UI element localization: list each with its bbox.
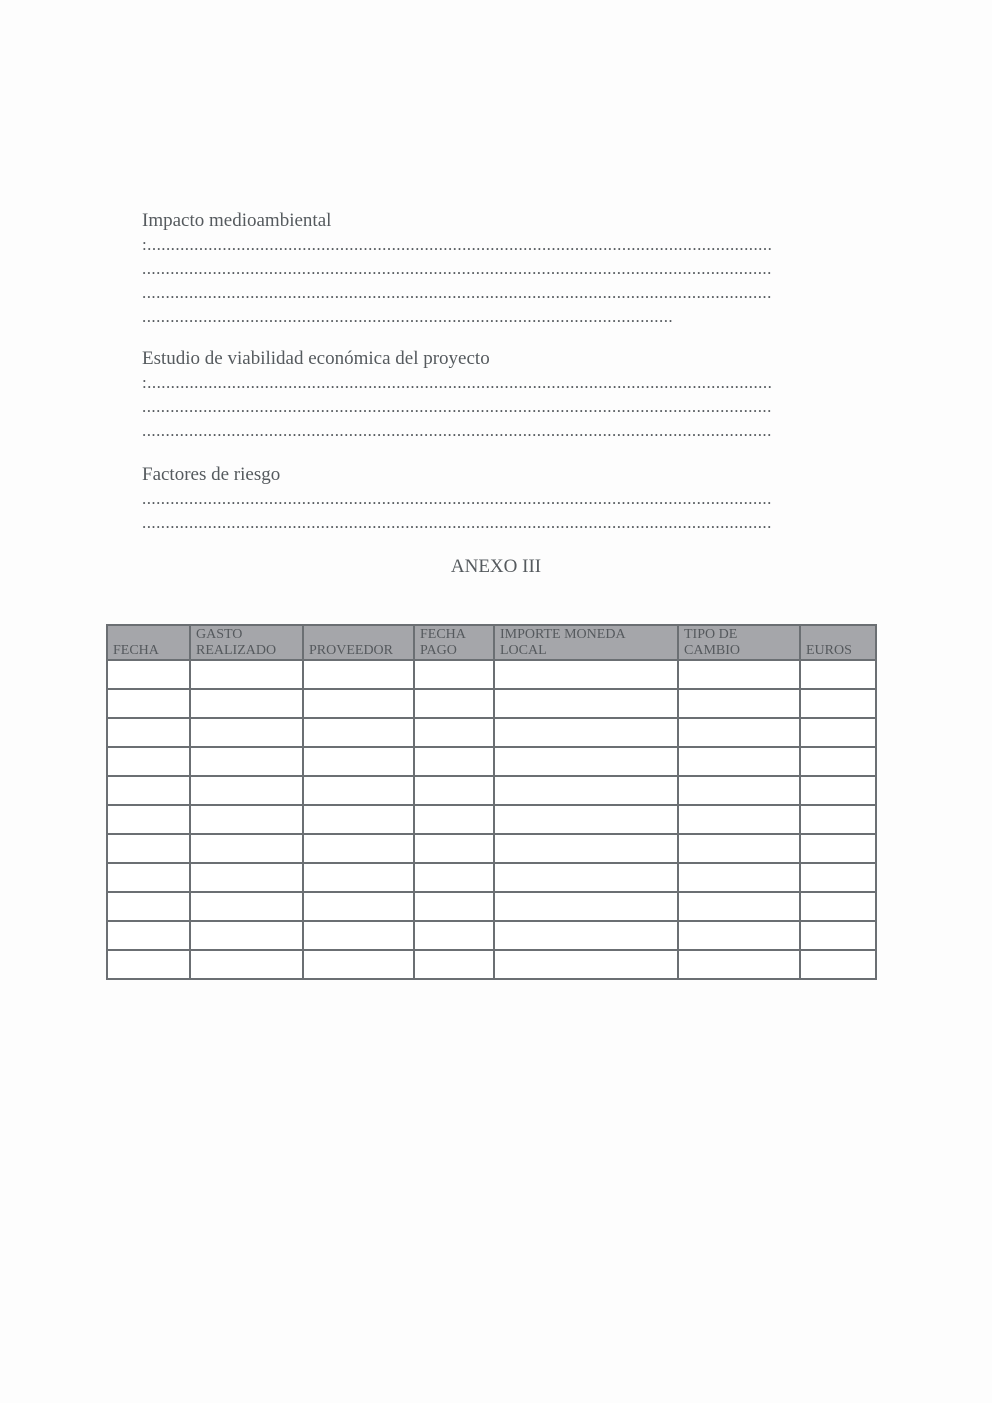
table-row <box>107 892 876 921</box>
table-cell[interactable] <box>414 747 494 776</box>
table-cell[interactable] <box>303 950 414 979</box>
table-cell[interactable] <box>190 950 303 979</box>
table-cell[interactable] <box>800 689 876 718</box>
section-viabilidad <box>142 347 848 443</box>
header-line: CAMBIO <box>684 643 741 658</box>
table-cell[interactable] <box>107 950 190 979</box>
header-line: LOCAL <box>500 643 547 658</box>
fill-line[interactable]: ...................................................................................................................................... <box>142 421 772 440</box>
table-cell[interactable] <box>414 863 494 892</box>
table-cell[interactable] <box>107 718 190 747</box>
fill-line[interactable]: ...................................................................................................................................... <box>142 513 772 532</box>
table-cell[interactable] <box>303 689 414 718</box>
header-line: IMPORTE MONEDA <box>500 627 626 642</box>
table-cell[interactable] <box>107 892 190 921</box>
table-cell[interactable] <box>494 776 678 805</box>
table-cell[interactable] <box>303 747 414 776</box>
table-cell[interactable] <box>303 863 414 892</box>
table-cell[interactable] <box>303 805 414 834</box>
table-cell[interactable] <box>303 660 414 689</box>
table-cell[interactable] <box>107 776 190 805</box>
table-cell[interactable] <box>303 892 414 921</box>
table-cell[interactable] <box>107 834 190 863</box>
table-cell[interactable] <box>303 921 414 950</box>
table-cell[interactable] <box>303 834 414 863</box>
table-cell[interactable] <box>190 776 303 805</box>
table-cell[interactable] <box>190 892 303 921</box>
table-cell[interactable] <box>190 747 303 776</box>
column-header-euros <box>800 625 876 660</box>
fill-line[interactable]: ...................................................................................................................................... <box>142 489 772 508</box>
column-header-fecha <box>107 625 190 660</box>
table-cell[interactable] <box>800 805 876 834</box>
annex-title: ANEXO III <box>450 556 542 577</box>
fill-line[interactable]: ................................................................................................................. <box>142 307 674 326</box>
table-cell[interactable] <box>303 776 414 805</box>
table-row <box>107 718 876 747</box>
table-cell[interactable] <box>190 660 303 689</box>
table-cell[interactable] <box>678 921 800 950</box>
table-cell[interactable] <box>494 660 678 689</box>
table-row <box>107 863 876 892</box>
table-cell[interactable] <box>107 689 190 718</box>
table-cell[interactable] <box>494 863 678 892</box>
table-cell[interactable] <box>800 863 876 892</box>
table-cell[interactable] <box>414 950 494 979</box>
table-cell[interactable] <box>800 921 876 950</box>
table-cell[interactable] <box>494 689 678 718</box>
table-cell[interactable] <box>190 718 303 747</box>
column-header-importe-moneda-local <box>494 625 678 660</box>
fill-line[interactable]: ...................................................................................................................................... <box>142 397 772 416</box>
table-cell[interactable] <box>678 863 800 892</box>
table-cell[interactable] <box>800 892 876 921</box>
table-row <box>107 834 876 863</box>
table-cell[interactable] <box>678 892 800 921</box>
table-cell[interactable] <box>414 689 494 718</box>
table-cell[interactable] <box>190 863 303 892</box>
table-cell[interactable] <box>494 892 678 921</box>
table-cell[interactable] <box>494 834 678 863</box>
table-cell[interactable] <box>107 747 190 776</box>
table-row <box>107 689 876 718</box>
table-cell[interactable] <box>107 805 190 834</box>
section-heading: Estudio de viabilidad económica del proyecto <box>142 348 490 369</box>
table-cell[interactable] <box>800 776 876 805</box>
header-line: FECHA <box>420 627 466 642</box>
header-line: GASTO <box>196 627 243 642</box>
table-cell[interactable] <box>678 689 800 718</box>
expense-table <box>106 624 877 980</box>
fill-line[interactable]: :..................................................................................................................................... <box>142 235 773 254</box>
table-cell[interactable] <box>800 747 876 776</box>
table-cell[interactable] <box>107 921 190 950</box>
header-line: EUROS <box>806 643 852 658</box>
header-line: PAGO <box>420 643 457 658</box>
table-cell[interactable] <box>494 805 678 834</box>
table-cell[interactable] <box>678 718 800 747</box>
table-cell[interactable] <box>303 718 414 747</box>
table-cell[interactable] <box>494 950 678 979</box>
table-cell[interactable] <box>414 660 494 689</box>
table-cell[interactable] <box>800 834 876 863</box>
table-cell[interactable] <box>678 834 800 863</box>
table-cell[interactable] <box>190 689 303 718</box>
table-body <box>107 660 876 979</box>
table-cell[interactable] <box>414 805 494 834</box>
header-line: PROVEEDOR <box>309 643 394 658</box>
table-cell[interactable] <box>800 718 876 747</box>
column-header-tipo-de-cambio <box>678 625 800 660</box>
header-line: REALIZADO <box>196 643 277 658</box>
table-cell[interactable] <box>678 660 800 689</box>
table-cell[interactable] <box>190 834 303 863</box>
fill-line[interactable]: ...................................................................................................................................... <box>142 259 772 278</box>
table-cell[interactable] <box>190 805 303 834</box>
section-heading: Impacto medioambiental <box>142 210 332 231</box>
table-row <box>107 805 876 834</box>
table-cell[interactable] <box>678 776 800 805</box>
column-header-proveedor <box>303 625 414 660</box>
section-impacto <box>142 209 848 329</box>
table-cell[interactable] <box>494 747 678 776</box>
table-cell[interactable] <box>494 718 678 747</box>
table-row <box>107 921 876 950</box>
table-cell[interactable] <box>414 776 494 805</box>
table-row <box>107 660 876 689</box>
section-riesgo <box>142 463 848 535</box>
table-cell[interactable] <box>414 921 494 950</box>
header-line: TIPO DE <box>684 627 738 642</box>
column-header-gasto-realizado <box>190 625 303 660</box>
table-cell[interactable] <box>107 660 190 689</box>
table-cell[interactable] <box>414 834 494 863</box>
table-row <box>107 747 876 776</box>
table-cell[interactable] <box>678 805 800 834</box>
column-header-fecha-pago <box>414 625 494 660</box>
table-cell[interactable] <box>800 950 876 979</box>
table-cell[interactable] <box>414 892 494 921</box>
table-row <box>107 776 876 805</box>
table-cell[interactable] <box>678 747 800 776</box>
table-cell[interactable] <box>800 660 876 689</box>
fill-line[interactable]: :..................................................................................................................................... <box>142 373 773 392</box>
table-header-row <box>107 625 876 660</box>
table-cell[interactable] <box>190 921 303 950</box>
table-cell[interactable] <box>678 950 800 979</box>
table-cell[interactable] <box>107 863 190 892</box>
table-row <box>107 950 876 979</box>
fill-line[interactable]: ...................................................................................................................................... <box>142 283 772 302</box>
header-line: FECHA <box>113 643 159 658</box>
table-cell[interactable] <box>494 921 678 950</box>
section-heading: Factores de riesgo <box>142 464 281 485</box>
table-cell[interactable] <box>414 718 494 747</box>
